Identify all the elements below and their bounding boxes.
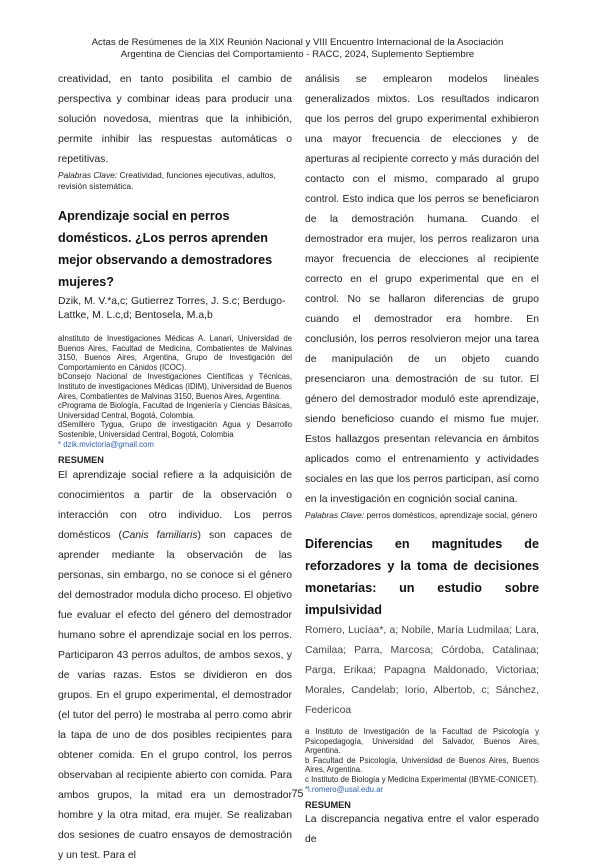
affiliation-2c: c Instituto de Biología y Medicina Experimental (IBYME-CONICET).: [305, 774, 539, 784]
authors-2: Romero, Lucíaa*, a; Nobile, María Ludmilaa; Lara, Camilaa; Parra, Marcosa; Córdoba, Catalinaa; Parga, Erikaa; Papagna Maldonado, Victoriaa; Morales, Candelab; Iorio, Albertob, c; Sánchez, Federicoa: [305, 625, 539, 716]
right-column: [305, 70, 539, 850]
intro-paragraph: creatividad, en tanto posibilita el cambio de perspectiva y combinar ideas para producir una solución novedosa, mientras que la inhibición, permite inhibir las respuestas automáticas o repetitivas.: [58, 74, 292, 165]
header-line-1: Actas de Resúmenes de la XIX Reunión Nacional y VIII Encuentro Internacional de la Asociación: [91, 37, 504, 48]
keywords-1: [58, 170, 292, 192]
running-header: [40, 37, 555, 61]
affiliation-c: cPrograma de Biología, Facultad de Ingeniería y Ciencias Básicas, Universidad Central, Bogotá, Colombia.: [58, 401, 292, 420]
article-title-2: Diferencias en magnitudes de reforzadores y la toma de decisiones monetarias: un estudio sobre impulsividad: [305, 537, 539, 617]
affiliation-b: bConsejo Nacional de Investigaciones Científicas y Técnicas, Instituto de investigaciones Médicas (IDIM), Universidad de Buenos Aires, Combatientes de Malvinas 3150, Buenos Aires, Argentina.: [58, 372, 292, 401]
affiliation-2a: a Instituto de Investigación de la Facultad de Psicología y Psicopedagogía, Universidad del Salvador, Buenos Aires, Argentina.: [305, 727, 539, 756]
email-link-2[interactable]: *l.romero@usal.edu.ar: [305, 784, 384, 794]
keywords-label-2: Palabras Clave:: [305, 510, 365, 520]
resumen-heading-1: RESUMEN: [58, 455, 104, 466]
page-number: 75: [291, 788, 304, 800]
affiliation-a: aInstituto de Investigaciones Médicas A. Lanari, Universidad de Buenos Aires, Facultad de Medicina, Combatientes de Malvinas 3150, Buenos Aires, Argentina, Grupo de Investigación del Comportamiento en Cánidos (ICOC).: [58, 334, 292, 372]
resumen-paragraph-1: [58, 466, 292, 866]
email-link-1[interactable]: * dzik.mvictoria@gmail.com: [58, 439, 154, 449]
affiliation-2b: b Facultad de Psicología, Universidad de Buenos Aires, Buenos Aires, Argentina.: [305, 755, 539, 775]
species-name: Canis familiaris: [122, 530, 198, 542]
keywords-label: Palabras Clave:: [58, 170, 118, 180]
body-paragraph-right: análisis se emplearon modelos lineales generalizados mixtos. Los resultados indicaron que los perros del grupo experimental exhibieron una mayor frecuencia de elecciones y de aperturas al recipiente correcto y más duración del contacto con el mismo, comparado al grupo control. Esto indica que los perros se beneficiaron de la demostración humana. Cuando el demostrador era mujer, los perros realizaron una mayor frecuencia de elecciones al recipiente correcto en el grupo experimental que en el control. No se hallaron diferencias de grupo cuando el demostrador era hombre. En conclusión, los perros resolvieron mejor una tarea de manipulación de un objeto cuando presenciaron una demostración de su tutor. El género del demostrador moduló este aprendizaje, siendo beneficioso cuando el mismo fue mujer. Estos hallazgos presentan relevancia en ámbitos aplicados como el entrenamiento y actividades sociales en las que los perros participan, así como en la investigación en cognición social canina.: [305, 74, 539, 505]
resumen-text-a: El aprendizaje social refiere a la adquisición de conocimientos a partir de la observación o interacción con otro individuo. Los perros domésticos (: [58, 470, 292, 542]
left-column: [58, 70, 292, 866]
resumen-text-b: ) son capaces de aprender mediante la observación de las personas, sin embargo, no se conoce si el género del demostrador modula dicho proceso. El objetivo fue evaluar el efecto del género del demostrador humano sobre el aprendizaje social en los perros. Participaron 43 perros adultos, de ambos sexos, y de varias razas. Estos se dividieron en dos grupos. En el grupo experimental, el demostrador (el tutor del perro) le mostraba al perro como abrir la tapa de uno de dos posibles recipientes para obtener comida. En el grupo control, los perros observaban al recipiente abierto con comida. Para ambos grupos, la mitad era un demostrador hombre y la otra mitad, era mujer. Se realizaban dos sesiones de cuatro ensayos de demostración y un test. Para el: [58, 530, 292, 862]
keywords-text: Creatividad, funciones ejecutivas, adultos, revisión sistemática.: [58, 170, 276, 191]
article-title-1: Aprendizaje social en perros domésticos. ¿Los perros aprenden mejor observando a demostradores mujeres?: [58, 209, 273, 289]
keywords-text-2: perros domésticos, aprendizaje social, género: [364, 510, 538, 520]
resumen-paragraph-2: La discrepancia negativa entre el valor esperado de: [305, 814, 539, 846]
header-line-2: Argentina de Ciencias del Comportamiento - RACC, 2024, Suplemento Septiembre: [120, 49, 475, 60]
affiliation-d: dSemillero Tygua, Grupo de investigación Agua y Desarrollo Sostenible, Universidad Central, Bogotá, Colombia: [58, 420, 292, 439]
resumen-heading-2: RESUMEN: [305, 800, 351, 811]
authors-1: Dzik, M. V.*a,c; Gutierrez Torres, J. S.c; Berdugo-Lattke, M. L.c,d; Bentosela, M.a,b: [58, 296, 286, 321]
keywords-2: [305, 510, 539, 521]
